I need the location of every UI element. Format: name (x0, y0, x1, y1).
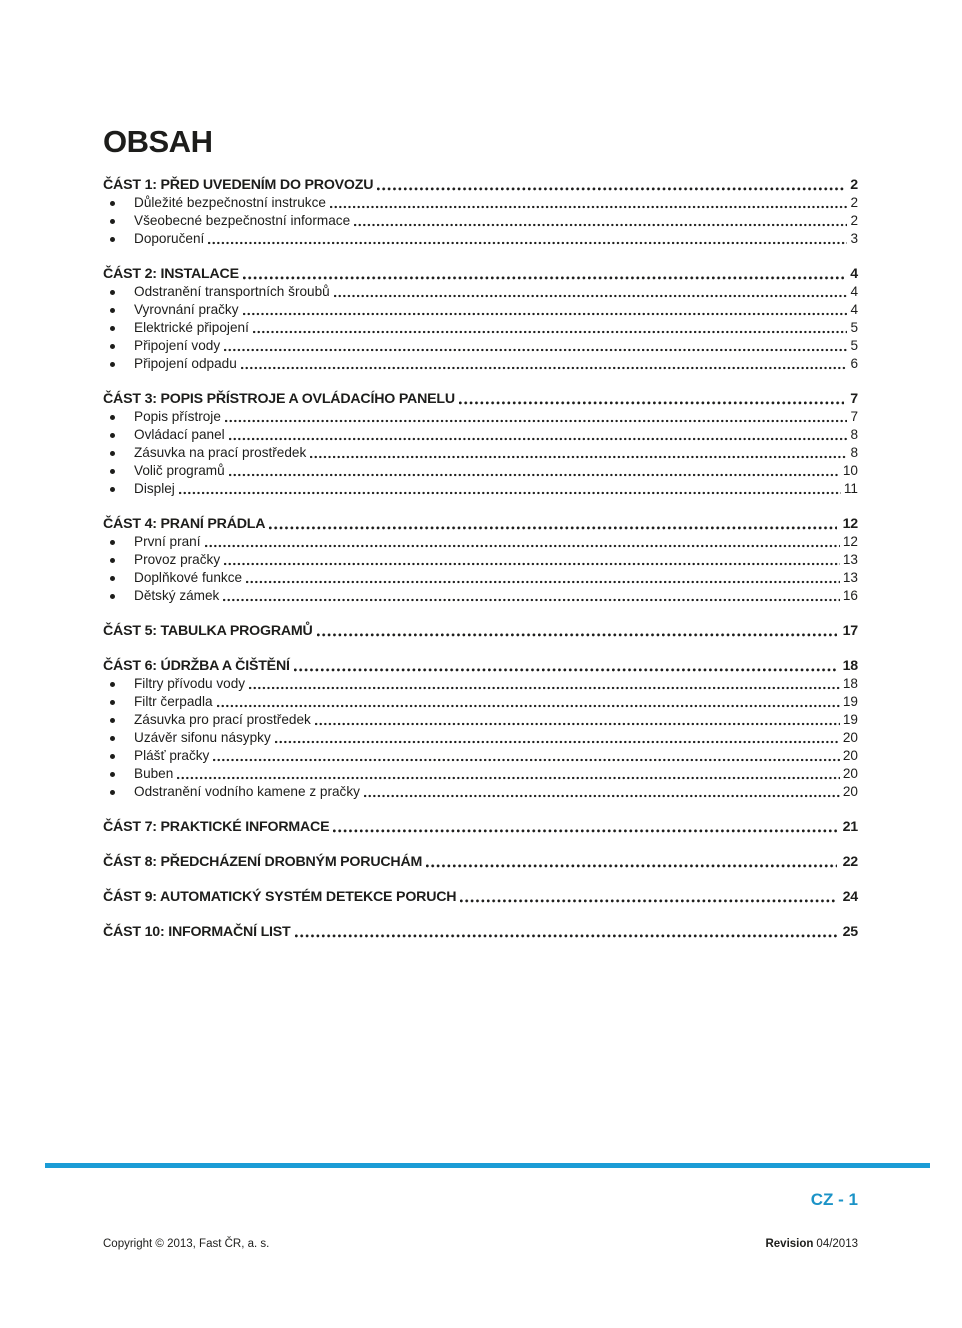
revision-value: 04/2013 (816, 1238, 858, 1250)
toc (103, 176, 858, 941)
toc-item-page-number: 8 (850, 427, 858, 442)
toc-item-page-number: 20 (842, 730, 858, 745)
toc-item-page-number: 18 (842, 676, 858, 691)
toc-item-page-number: 20 (842, 748, 858, 763)
toc-item[interactable] (103, 230, 858, 248)
toc-item-page-number: 8 (850, 445, 858, 460)
toc-item-title: Elektrické připojení (134, 320, 249, 335)
bullet-icon (103, 487, 134, 492)
dot-leader (213, 758, 840, 762)
toc-section-header[interactable] (103, 176, 858, 194)
toc-section-page-number: 18 (842, 658, 858, 674)
toc-item-title: Dětský zámek (134, 588, 220, 603)
page-title: OBSAH (103, 124, 213, 159)
dot-leader (317, 633, 837, 637)
toc-section-title: ČÁST 10: INFORMAČNÍ LIST (103, 924, 291, 940)
toc-item[interactable] (103, 408, 858, 426)
bullet-icon (103, 790, 134, 795)
bullet-icon (103, 469, 134, 474)
toc-item-page-number: 19 (842, 712, 858, 727)
toc-item-title: Doporučení (134, 231, 205, 246)
toc-item-title: Filtry přívodu vody (134, 676, 246, 691)
toc-item-title: První praní (134, 534, 201, 549)
dot-leader (333, 829, 836, 833)
toc-item-page-number: 16 (842, 588, 858, 603)
toc-item[interactable] (103, 747, 858, 765)
dot-leader (294, 668, 837, 672)
footer-divider (45, 1163, 930, 1168)
toc-item-page-number: 6 (850, 356, 858, 371)
bullet-icon (103, 718, 134, 723)
toc-item-title: Zásuvka na prací prostředek (134, 445, 307, 460)
toc-item[interactable] (103, 569, 858, 587)
dot-leader (229, 437, 848, 441)
toc-item-title: Displej (134, 481, 175, 496)
toc-item[interactable] (103, 693, 858, 711)
toc-section-header[interactable] (103, 265, 858, 283)
page-number-label: CZ - 1 (810, 1190, 858, 1209)
toc-section-page-number: 21 (842, 819, 858, 835)
toc-section-page-number: 12 (842, 516, 858, 532)
toc-item[interactable] (103, 444, 858, 462)
bullet-icon (103, 736, 134, 741)
toc-section-page-number: 24 (842, 889, 858, 905)
toc-item[interactable] (103, 675, 858, 693)
toc-item-title: Ovládací panel (134, 427, 225, 442)
toc-item-title: Buben (134, 766, 174, 781)
toc-section-header[interactable] (103, 622, 858, 640)
toc-section (103, 888, 858, 906)
dot-leader (217, 704, 840, 708)
bullet-icon (103, 237, 134, 242)
toc-item-title: Zásuvka pro prací prostředek (134, 712, 311, 727)
toc-section (103, 390, 858, 498)
bullet-icon (103, 594, 134, 599)
toc-section-header[interactable] (103, 515, 858, 533)
toc-section-title: ČÁST 3: POPIS PŘÍSTROJE A OVLÁDACÍHO PANELU (103, 391, 455, 407)
toc-section (103, 818, 858, 836)
toc-item[interactable] (103, 194, 858, 212)
toc-item-title: Doplňkové funkce (134, 570, 243, 585)
toc-section-page-number: 4 (850, 266, 858, 282)
toc-section-page-number: 2 (850, 177, 858, 193)
dot-leader (315, 722, 840, 726)
toc-item-page-number: 5 (850, 320, 858, 335)
toc-section-header[interactable] (103, 888, 858, 906)
dot-leader (243, 276, 844, 280)
toc-item-title: Všeobecné bezpečnostní informace (134, 213, 351, 228)
toc-item-page-number: 20 (842, 784, 858, 799)
toc-item-title: Volič programů (134, 463, 225, 478)
toc-item-title: Filtr čerpadla (134, 694, 213, 709)
dot-leader (249, 686, 840, 690)
toc-item-page-number: 2 (850, 213, 858, 228)
toc-section-page-number: 25 (842, 924, 858, 940)
dot-leader (334, 294, 848, 298)
dot-leader (179, 491, 841, 495)
bullet-icon (103, 201, 134, 206)
bullet-icon (103, 772, 134, 777)
bullet-icon (103, 219, 134, 224)
dot-leader (295, 934, 837, 938)
dot-leader (246, 580, 840, 584)
dot-leader (223, 598, 840, 602)
toc-item-page-number: 10 (842, 463, 858, 478)
dot-leader (459, 401, 844, 405)
toc-item[interactable] (103, 587, 858, 605)
toc-item[interactable] (103, 283, 858, 301)
bullet-icon (103, 344, 134, 349)
toc-section (103, 622, 858, 640)
toc-item-title: Provoz pračky (134, 552, 221, 567)
toc-section (103, 657, 858, 801)
toc-section (103, 515, 858, 605)
dot-leader (426, 864, 836, 868)
toc-item-page-number: 20 (842, 766, 858, 781)
toc-item-title: Důležité bezpečnostní instrukce (134, 195, 326, 210)
toc-item-title: Připojení vody (134, 338, 221, 353)
dot-leader (377, 187, 844, 191)
bullet-icon (103, 576, 134, 581)
toc-item[interactable] (103, 462, 858, 480)
toc-item-page-number: 7 (850, 409, 858, 424)
toc-section-title: ČÁST 2: INSTALACE (103, 266, 239, 282)
dot-leader (224, 562, 840, 566)
toc-item[interactable] (103, 551, 858, 569)
revision-text (765, 1238, 858, 1250)
toc-item[interactable] (103, 319, 858, 337)
toc-section-title: ČÁST 5: TABULKA PROGRAMŮ (103, 623, 313, 639)
toc-section (103, 265, 858, 373)
bullet-icon (103, 362, 134, 367)
toc-section-title: ČÁST 6: ÚDRŽBA A ČIŠTĚNÍ (103, 658, 290, 674)
dot-leader (275, 740, 840, 744)
toc-item-page-number: 2 (850, 195, 858, 210)
toc-section-header[interactable] (103, 657, 858, 675)
bullet-icon (103, 700, 134, 705)
toc-section-header[interactable] (103, 923, 858, 941)
toc-item-title: Vyrovnání pračky (134, 302, 239, 317)
toc-item-page-number: 19 (842, 694, 858, 709)
toc-item-title: Odstranění transportních šroubů (134, 284, 330, 299)
toc-section-header[interactable] (103, 853, 858, 871)
toc-item[interactable] (103, 337, 858, 355)
toc-section (103, 176, 858, 248)
toc-section-title: ČÁST 8: PŘEDCHÁZENÍ DROBNÝM PORUCHÁM (103, 854, 423, 870)
toc-section-title: ČÁST 7: PRAKTICKÉ INFORMACE (103, 819, 330, 835)
toc-item[interactable] (103, 533, 858, 551)
dot-leader (310, 455, 847, 459)
toc-item-page-number: 12 (842, 534, 858, 549)
toc-item[interactable] (103, 480, 858, 498)
toc-item-page-number: 5 (850, 338, 858, 353)
dot-leader (205, 544, 840, 548)
toc-item[interactable] (103, 783, 858, 801)
dot-leader (269, 526, 836, 530)
toc-item[interactable] (103, 301, 858, 319)
toc-section-page-number: 17 (842, 623, 858, 639)
toc-item[interactable] (103, 765, 858, 783)
toc-section-title: ČÁST 4: PRANÍ PRÁDLA (103, 516, 266, 532)
bullet-icon (103, 326, 134, 331)
toc-section (103, 853, 858, 871)
toc-item-page-number: 13 (842, 570, 858, 585)
toc-item-page-number: 4 (850, 284, 858, 299)
bullet-icon (103, 415, 134, 420)
toc-section-title: ČÁST 9: AUTOMATICKÝ SYSTÉM DETEKCE PORUCH (103, 889, 457, 905)
toc-item[interactable] (103, 212, 858, 230)
toc-item[interactable] (103, 711, 858, 729)
toc-item-title: Plášť pračky (134, 748, 210, 763)
dot-leader (241, 366, 848, 370)
bullet-icon (103, 290, 134, 295)
dot-leader (330, 205, 848, 209)
dot-leader (253, 330, 848, 334)
toc-item[interactable] (103, 355, 858, 373)
dot-leader (229, 473, 840, 477)
toc-item-page-number: 3 (850, 231, 858, 246)
revision-label: Revision (765, 1238, 814, 1250)
toc-item-title: Popis přístroje (134, 409, 221, 424)
dot-leader (177, 776, 840, 780)
toc-item-title: Odstranění vodního kamene z pračky (134, 784, 360, 799)
bullet-icon (103, 308, 134, 313)
toc-item-page-number: 13 (842, 552, 858, 567)
dot-leader (208, 241, 847, 245)
toc-item[interactable] (103, 426, 858, 444)
toc-item-page-number: 11 (843, 481, 858, 496)
toc-section-header[interactable] (103, 818, 858, 836)
toc-item-title: Připojení odpadu (134, 356, 237, 371)
bullet-icon (103, 433, 134, 438)
bullet-icon (103, 451, 134, 456)
toc-section-title: ČÁST 1: PŘED UVEDENÍM DO PROVOZU (103, 177, 374, 193)
dot-leader (354, 223, 847, 227)
toc-item-page-number: 4 (850, 302, 858, 317)
toc-section-page-number: 7 (850, 391, 858, 407)
copyright-text: Copyright © 2013, Fast ČR, a. s. (103, 1238, 270, 1250)
dot-leader (460, 899, 836, 903)
toc-section-page-number: 22 (842, 854, 858, 870)
bullet-icon (103, 540, 134, 545)
toc-item[interactable] (103, 729, 858, 747)
bullet-icon (103, 682, 134, 687)
toc-section-header[interactable] (103, 390, 858, 408)
bullet-icon (103, 754, 134, 759)
toc-section (103, 923, 858, 941)
dot-leader (243, 312, 848, 316)
bullet-icon (103, 558, 134, 563)
dot-leader (224, 348, 847, 352)
dot-leader (225, 419, 848, 423)
dot-leader (364, 794, 840, 798)
toc-item-title: Uzávěr sifonu násypky (134, 730, 271, 745)
